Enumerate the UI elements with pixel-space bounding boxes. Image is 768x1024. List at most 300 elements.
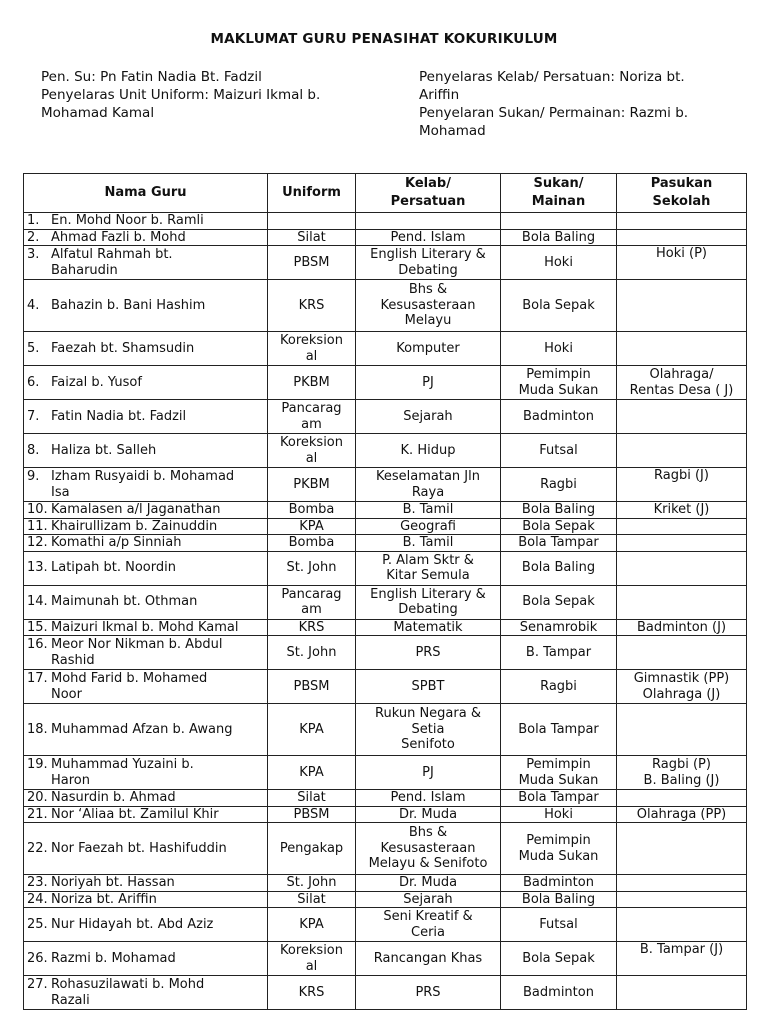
sukan-cell (501, 535, 617, 552)
table-row (24, 332, 747, 366)
pasukan-cell (617, 823, 747, 875)
kelab-value: Kitar Semula (386, 568, 470, 583)
uniform-value: St. John (286, 560, 337, 576)
pasukan-value: Ragbi (J) (654, 468, 709, 483)
uniform-cell (268, 518, 356, 535)
uniform-value: Koreksion (280, 435, 343, 450)
sukan-value: B. Tampar (525, 644, 592, 660)
sukan-value: Muda Sukan (518, 848, 599, 864)
teacher-name-cell (24, 213, 268, 230)
kelab-value: Geografi (400, 518, 456, 534)
kelab-value: Senifoto (401, 737, 455, 753)
kelab-cell (356, 670, 501, 704)
teacher-name: Razali (51, 992, 90, 1008)
sukan-value: Bola Baling (521, 229, 596, 245)
teacher-name: Maizuri Ikmal b. Mohd Kamal (51, 619, 239, 635)
teacher-name: Faezah bt. Shamsudin (51, 340, 195, 356)
kelab-cell (356, 976, 501, 1010)
teacher-name-cell (24, 502, 268, 519)
sukan-cell (501, 502, 617, 519)
row-number: 10. (27, 502, 48, 517)
teacher-name-cell (24, 875, 268, 892)
table-row (24, 551, 747, 585)
teacher-name-cell (24, 229, 268, 246)
teacher-name-cell (24, 246, 268, 280)
kelab-value: English Literary & (370, 247, 486, 262)
info-line: Mohamad (419, 123, 486, 139)
kelab-value: Rancangan Khas (373, 950, 483, 966)
row-number: 3. (27, 247, 40, 262)
coordinator-info-left (41, 68, 371, 122)
teacher-name: Nur Hidayah bt. Abd Aziz (51, 916, 214, 932)
row-number: 1. (27, 213, 40, 228)
table-row (24, 636, 747, 670)
uniform-cell (268, 585, 356, 619)
teacher-name-cell (24, 280, 268, 332)
sukan-cell (501, 823, 617, 875)
teacher-name: Mohd Farid b. Mohamed (51, 671, 208, 686)
uniform-value: al (305, 958, 318, 974)
teacher-name-cell (24, 704, 268, 756)
pasukan-cell (617, 229, 747, 246)
sukan-value: Bola Baling (521, 560, 596, 576)
uniform-cell (268, 400, 356, 434)
sukan-cell (501, 518, 617, 535)
kelab-value: Debating (398, 602, 458, 617)
teacher-name: Khairullizam b. Zainuddin (51, 518, 218, 534)
row-number: 25. (27, 916, 48, 932)
uniform-cell (268, 229, 356, 246)
sukan-value: Bola Sepak (522, 297, 595, 313)
teacher-name: Rashid (51, 652, 95, 668)
teacher-name: Alfatul Rahmah bt. (51, 247, 173, 262)
sukan-cell (501, 332, 617, 366)
uniform-cell (268, 823, 356, 875)
coordinator-info-right (419, 68, 729, 140)
teacher-name-cell (24, 332, 268, 366)
sukan-value: Bola Tampar (518, 721, 599, 737)
uniform-value: Pancarag (281, 401, 342, 416)
kelab-cell (356, 518, 501, 535)
pasukan-value: B. Baling (J) (643, 772, 720, 788)
pasukan-cell (617, 636, 747, 670)
kelab-value: Bhs & (408, 825, 448, 841)
uniform-value: PKBM (293, 374, 330, 390)
row-number: 15. (27, 619, 48, 635)
row-number: 23. (27, 875, 48, 890)
teacher-name: En. Mohd Noor b. Ramli (51, 213, 204, 228)
sukan-value: Hoki (544, 340, 573, 356)
sukan-cell (501, 551, 617, 585)
kelab-cell (356, 756, 501, 790)
table-row (24, 229, 747, 246)
table-row (24, 875, 747, 892)
pasukan-value: Gimnastik (PP) (633, 671, 730, 686)
uniform-value: St. John (286, 875, 337, 890)
pasukan-cell (617, 551, 747, 585)
uniform-value: am (301, 602, 322, 617)
kelab-cell (356, 704, 501, 756)
pasukan-cell (617, 619, 747, 636)
uniform-value: Silat (297, 891, 326, 907)
uniform-value: KRS (298, 619, 325, 635)
pasukan-value: Olahraga (J) (642, 686, 721, 702)
row-number: 18. (27, 721, 48, 737)
table-body (24, 213, 747, 1010)
uniform-cell (268, 875, 356, 892)
pasukan-cell (617, 790, 747, 807)
row-number: 14. (27, 594, 48, 610)
pasukan-cell (617, 976, 747, 1010)
teacher-name-cell (24, 518, 268, 535)
pasukan-cell (617, 502, 747, 519)
sukan-value: Bola Baling (521, 891, 596, 907)
info-line: Pen. Su: Pn Fatin Nadia Bt. Fadzil (41, 69, 262, 85)
pasukan-cell (617, 332, 747, 366)
uniform-value: Silat (297, 790, 326, 805)
sukan-cell (501, 213, 617, 230)
sukan-value: Bola Tampar (518, 535, 599, 550)
teacher-name: Noriyah bt. Hassan (51, 875, 175, 890)
teacher-name: Nor Faezah bt. Hashifuddin (51, 840, 227, 856)
header-uniform: Uniform (268, 174, 356, 213)
table-row (24, 756, 747, 790)
table-row (24, 246, 747, 280)
uniform-cell (268, 502, 356, 519)
kelab-value: PRS (415, 984, 441, 1000)
teacher-name-cell (24, 790, 268, 807)
pasukan-value: Kriket (J) (653, 502, 710, 517)
uniform-value: PKBM (293, 476, 330, 492)
teacher-name: Noor (51, 686, 82, 702)
header-sukan (501, 174, 617, 213)
kelab-value: PJ (422, 374, 434, 390)
uniform-value: KPA (299, 518, 324, 534)
kelab-cell (356, 619, 501, 636)
row-number: 8. (27, 442, 40, 458)
kelab-cell (356, 942, 501, 976)
header-sukan-line: Sukan/ (533, 176, 584, 191)
kelab-cell (356, 332, 501, 366)
sukan-value: Pemimpin (526, 757, 591, 772)
uniform-cell (268, 891, 356, 908)
teacher-name: Muhammad Afzan b. Awang (51, 721, 233, 737)
table-row (24, 502, 747, 519)
kelab-cell (356, 366, 501, 400)
teacher-name-cell (24, 942, 268, 976)
kelab-cell (356, 535, 501, 552)
advisor-table (23, 173, 747, 1010)
sukan-cell (501, 670, 617, 704)
pasukan-cell (617, 280, 747, 332)
teacher-name-cell (24, 636, 268, 670)
row-number: 6. (27, 374, 40, 390)
uniform-cell (268, 468, 356, 502)
pasukan-cell (617, 704, 747, 756)
kelab-cell (356, 280, 501, 332)
table-row (24, 468, 747, 502)
kelab-value: Sejarah (403, 891, 453, 907)
uniform-value: Bomba (288, 502, 335, 517)
teacher-name-cell (24, 823, 268, 875)
uniform-value: am (301, 416, 322, 432)
sukan-cell (501, 908, 617, 942)
row-number: 16. (27, 637, 48, 652)
kelab-cell (356, 213, 501, 230)
kelab-value: B. Tamil (402, 535, 454, 550)
row-number: 5. (27, 340, 40, 356)
sukan-cell (501, 976, 617, 1010)
sukan-cell (501, 468, 617, 502)
teacher-name: Rohasuzilawati b. Mohd (51, 977, 205, 992)
uniform-value: Silat (297, 229, 326, 245)
teacher-name: Ahmad Fazli b. Mohd (51, 229, 186, 245)
table-row (24, 400, 747, 434)
uniform-value: St. John (286, 644, 337, 660)
kelab-value: Pend. Islam (390, 790, 466, 805)
row-number: 13. (27, 560, 48, 576)
pasukan-cell (617, 246, 747, 280)
pasukan-cell (617, 535, 747, 552)
teacher-name-cell (24, 806, 268, 823)
teacher-name: Komathi a/p Sinniah (51, 535, 182, 550)
uniform-value: PBSM (293, 678, 330, 694)
kelab-cell (356, 823, 501, 875)
pasukan-cell (617, 670, 747, 704)
table-row (24, 704, 747, 756)
teacher-name: Noriza bt. Ariffin (51, 891, 157, 907)
kelab-value: English Literary & (370, 586, 486, 602)
sukan-cell (501, 366, 617, 400)
kelab-value: PJ (422, 764, 434, 780)
kelab-value: Ceria (411, 924, 445, 940)
table-row (24, 891, 747, 908)
sukan-value: Muda Sukan (518, 772, 599, 788)
uniform-cell (268, 280, 356, 332)
sukan-value: Pemimpin (526, 833, 591, 848)
teacher-name-cell (24, 670, 268, 704)
teacher-name: Baharudin (51, 262, 118, 278)
sukan-value: Ragbi (540, 476, 577, 492)
teacher-name-cell (24, 976, 268, 1010)
teacher-name: Isa (51, 484, 70, 500)
uniform-value: al (305, 450, 318, 466)
teacher-name-cell (24, 434, 268, 468)
sukan-value: Futsal (539, 916, 578, 932)
teacher-name-cell (24, 891, 268, 908)
kelab-value: P. Alam Sktr & (382, 552, 474, 568)
teacher-name: Fatin Nadia bt. Fadzil (51, 408, 187, 424)
pasukan-cell (617, 434, 747, 468)
teacher-name: Muhammad Yuzaini b. (51, 757, 194, 772)
table-row (24, 619, 747, 636)
kelab-cell (356, 434, 501, 468)
kelab-cell (356, 468, 501, 502)
kelab-value: K. Hidup (400, 442, 456, 458)
uniform-value: Pancarag (281, 586, 342, 602)
sukan-value: Badminton (523, 875, 594, 890)
uniform-value: PBSM (293, 806, 330, 822)
sukan-value: Ragbi (540, 678, 577, 694)
pasukan-value: Hoki (P) (656, 246, 707, 261)
sukan-value: Hoki (544, 254, 573, 270)
sukan-cell (501, 875, 617, 892)
uniform-value: Koreksion (280, 333, 343, 348)
teacher-name-cell (24, 908, 268, 942)
teacher-name: Haron (51, 772, 90, 788)
kelab-value: Dr. Muda (398, 875, 458, 890)
kelab-cell (356, 502, 501, 519)
uniform-cell (268, 213, 356, 230)
teacher-name-cell (24, 619, 268, 636)
sukan-value: Bola Tampar (518, 790, 599, 805)
pasukan-cell (617, 400, 747, 434)
kelab-value: Matematik (393, 619, 463, 635)
row-number: 22. (27, 840, 48, 856)
uniform-value: Koreksion (280, 943, 343, 958)
sukan-value: Bola Sepak (522, 518, 595, 534)
kelab-value: Debating (398, 262, 458, 278)
teacher-name: Haliza bt. Salleh (51, 442, 157, 458)
header-name: Nama Guru (24, 174, 268, 213)
pasukan-value: Olahraga/ (649, 367, 714, 382)
kelab-value: Keselamatan Jln (376, 469, 480, 484)
sukan-value: Badminton (523, 408, 594, 424)
kelab-cell (356, 229, 501, 246)
pasukan-value: Rentas Desa ( J) (629, 382, 734, 398)
pasukan-cell (617, 366, 747, 400)
sukan-value: Muda Sukan (518, 382, 599, 398)
kelab-value: Setia (411, 721, 445, 737)
header-kelab-line: Kelab/ (405, 176, 451, 191)
row-number: 26. (27, 950, 48, 966)
row-number: 17. (27, 671, 48, 686)
sukan-cell (501, 280, 617, 332)
kelab-cell (356, 908, 501, 942)
kelab-value: Kesusasteraan (380, 840, 476, 856)
teacher-name-cell (24, 551, 268, 585)
kelab-cell (356, 551, 501, 585)
table-row (24, 790, 747, 807)
kelab-value: Bhs & (408, 282, 448, 298)
sukan-cell (501, 942, 617, 976)
table-row (24, 280, 747, 332)
table-row (24, 942, 747, 976)
teacher-name-cell (24, 535, 268, 552)
table-row (24, 535, 747, 552)
sukan-value: Senamrobik (519, 619, 598, 635)
sukan-value: Futsal (539, 442, 578, 458)
info-line: Ariffin (419, 87, 460, 103)
row-number: 4. (27, 297, 40, 313)
uniform-cell (268, 636, 356, 670)
table-row (24, 518, 747, 535)
uniform-cell (268, 756, 356, 790)
info-line: Penyelaras Unit Uniform: Maizuri Ikmal b. (41, 87, 321, 103)
uniform-cell (268, 332, 356, 366)
kelab-cell (356, 400, 501, 434)
sukan-cell (501, 619, 617, 636)
uniform-cell (268, 704, 356, 756)
uniform-cell (268, 434, 356, 468)
uniform-value: Pengakap (279, 840, 344, 856)
row-number: 2. (27, 229, 40, 245)
sukan-value: Bola Baling (521, 502, 596, 517)
kelab-cell (356, 891, 501, 908)
table-row (24, 670, 747, 704)
sukan-cell (501, 891, 617, 908)
pasukan-value: Badminton (J) (636, 619, 727, 635)
pasukan-cell (617, 468, 747, 502)
pasukan-cell (617, 891, 747, 908)
row-number: 27. (27, 977, 48, 992)
teacher-name: Kamalasen a/l Jaganathan (51, 502, 221, 517)
row-number: 7. (27, 408, 40, 424)
sukan-cell (501, 790, 617, 807)
uniform-cell (268, 806, 356, 823)
teacher-name-cell (24, 400, 268, 434)
pasukan-cell (617, 908, 747, 942)
kelab-cell (356, 246, 501, 280)
table-header-row (24, 174, 747, 213)
row-number: 24. (27, 891, 48, 907)
pasukan-cell (617, 213, 747, 230)
uniform-cell (268, 551, 356, 585)
kelab-value: Rukun Negara & (375, 706, 481, 722)
uniform-value: KPA (299, 721, 324, 737)
sukan-value: Hoki (544, 806, 573, 822)
teacher-name: Nor ‘Aliaa bt. Zamilul Khir (51, 806, 219, 822)
kelab-value: Dr. Muda (398, 806, 458, 822)
sukan-cell (501, 704, 617, 756)
uniform-cell (268, 790, 356, 807)
kelab-cell (356, 790, 501, 807)
teacher-name-cell (24, 468, 268, 502)
table-row (24, 213, 747, 230)
sukan-cell (501, 756, 617, 790)
kelab-value: Pend. Islam (390, 229, 466, 245)
pasukan-cell (617, 875, 747, 892)
teacher-name: Nasurdin b. Ahmad (51, 790, 176, 805)
document-title: MAKLUMAT GURU PENASIHAT KOKURIKULUM (210, 31, 558, 47)
info-line: Penyelaras Kelab/ Persatuan: Noriza bt. (419, 69, 685, 85)
sukan-cell (501, 636, 617, 670)
kelab-cell (356, 875, 501, 892)
kelab-value: Seni Kreatif & (383, 909, 473, 924)
kelab-value: PRS (415, 644, 441, 660)
kelab-value: Kesusasteraan (380, 297, 476, 313)
sukan-cell (501, 434, 617, 468)
info-line: Penyelaran Sukan/ Permainan: Razmi b. (419, 105, 689, 121)
kelab-value: B. Tamil (402, 502, 454, 517)
sukan-cell (501, 806, 617, 823)
info-line: Mohamad Kamal (41, 105, 155, 121)
kelab-cell (356, 636, 501, 670)
sukan-cell (501, 229, 617, 246)
sukan-value: Bola Sepak (522, 594, 595, 610)
table-row (24, 366, 747, 400)
sukan-cell (501, 585, 617, 619)
row-number: 21. (27, 806, 48, 822)
teacher-name-cell (24, 366, 268, 400)
pasukan-cell (617, 585, 747, 619)
sukan-value: Badminton (523, 984, 594, 1000)
uniform-value: KRS (298, 984, 325, 1000)
sukan-cell (501, 246, 617, 280)
uniform-cell (268, 670, 356, 704)
pasukan-value: Ragbi (P) (652, 757, 711, 772)
teacher-name: Izham Rusyaidi b. Mohamad (51, 469, 235, 484)
